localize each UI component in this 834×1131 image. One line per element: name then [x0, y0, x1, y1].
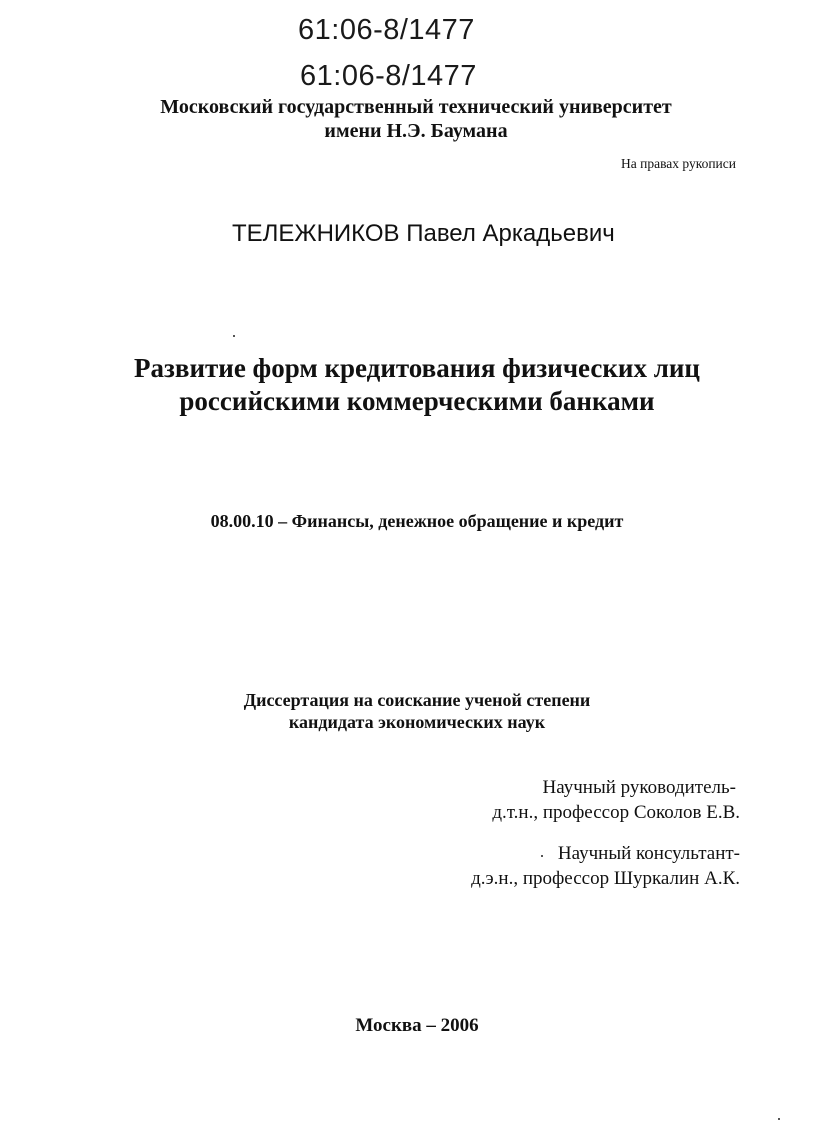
scientific-advisor	[492, 775, 740, 825]
scan-speck	[233, 335, 235, 337]
advisor-role: Научный руководитель-	[542, 777, 736, 798]
advisor-person: д.т.н., профессор Соколов Е.В.	[492, 802, 740, 823]
scan-speck	[778, 1118, 780, 1120]
university-line-2: имени Н.Э. Баумана	[324, 120, 508, 142]
degree-line-2: кандидата экономических наук	[288, 712, 546, 732]
rights-note: На правах рукописи	[620, 156, 736, 171]
title-line-2: российскими коммерческими банками	[179, 386, 655, 416]
archive-stamp-cut-text: 61:06-8/1477	[300, 60, 477, 92]
archive-stamp-cut-fragment	[300, 60, 480, 92]
consultant-person: д.э.н., профессор Шуркалин А.К.	[471, 868, 740, 889]
title-line-1: Развитие форм кредитования физических лиц	[134, 353, 700, 383]
city-year: Москва – 2006	[355, 1015, 479, 1036]
consultant-role: Научный консультант-	[557, 843, 740, 864]
scan-speck	[541, 855, 543, 857]
degree-statement	[0, 689, 834, 733]
archive-stamp-code: 61:06-8/1477	[298, 14, 475, 46]
degree-line-1: Диссертация на соискание ученой степени	[243, 690, 591, 710]
scientific-consultant	[471, 841, 740, 891]
author-name: ТЕЛЕЖНИКОВ Павел Аркадьевич	[232, 220, 615, 247]
specialty-code: 08.00.10 – Финансы, денежное обращение и кредит	[210, 511, 624, 531]
university-name	[0, 95, 832, 143]
dissertation-title	[0, 352, 834, 418]
university-line-1: Московский государственный технический университет	[160, 96, 672, 118]
